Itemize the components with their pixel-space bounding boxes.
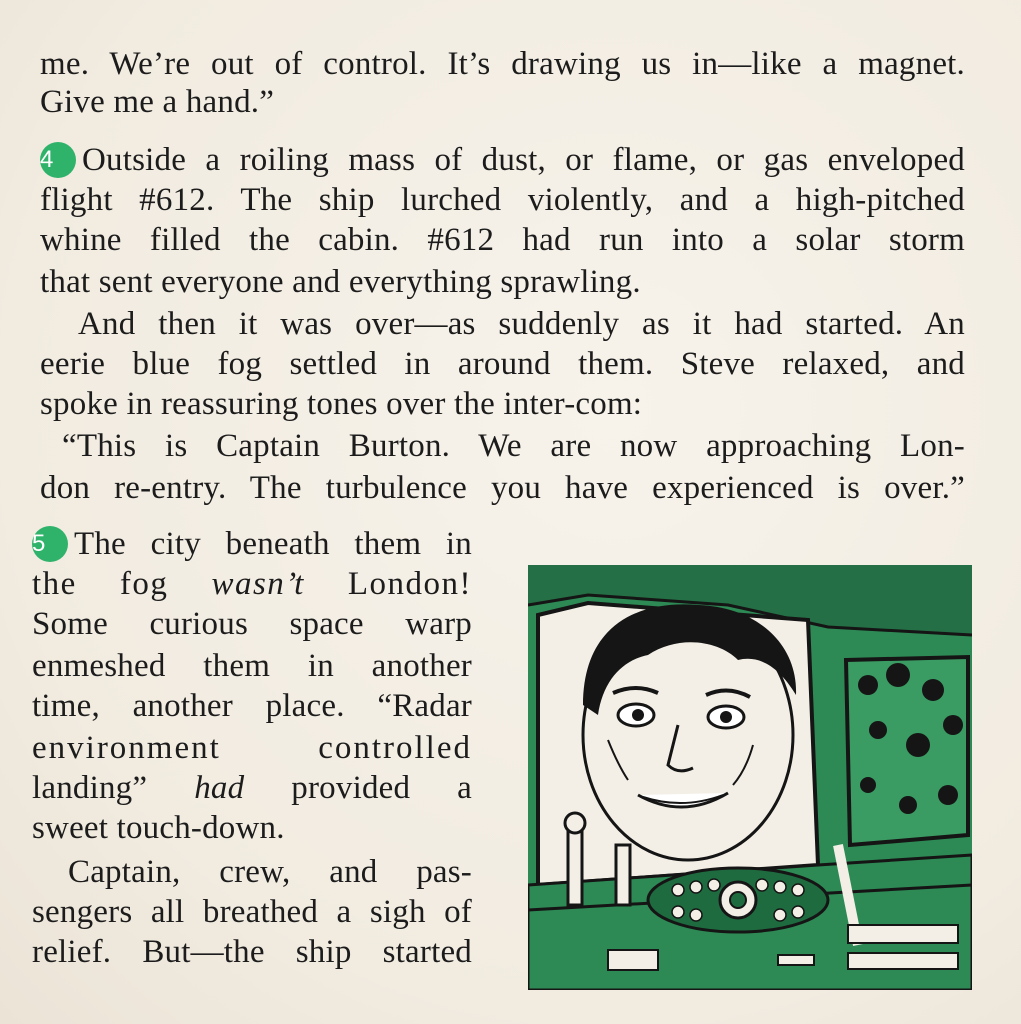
text-span: The city beneath them in: [74, 526, 472, 562]
text-span: provided a: [291, 770, 472, 806]
text-span: landing”: [32, 770, 148, 806]
text-line: “This is Captain Burton. We are now approaching Lon-: [62, 428, 965, 464]
text-line: Some curious space warp: [32, 606, 472, 642]
text-line: whine filled the cabin. #612 had run into a solar storm: [40, 222, 965, 258]
text-line: sengers all breathed a sigh of: [32, 894, 472, 930]
text-line: [32, 768, 472, 808]
text-line: relief. But—the ship started: [32, 934, 472, 970]
panel-slot: [848, 925, 958, 943]
control-lever: [616, 845, 630, 905]
text-line: sweet touch-down.: [32, 810, 285, 846]
text-line: Captain, crew, and pas-: [68, 854, 472, 890]
text-span: London!: [347, 566, 473, 602]
text-line: time, another place. “Radar: [32, 688, 472, 724]
text-line: don re-entry. The turbulence you have experienced is over.”: [40, 470, 965, 506]
panel-slot: [848, 953, 958, 969]
pilot-face: [583, 604, 796, 860]
text-line: eerie blue fog settled in around them. Steve relaxed, and: [40, 346, 965, 382]
text-line: me. We’re out of control. It’s drawing us in—like a magnet.: [40, 46, 965, 82]
text-line: environment controlled: [32, 730, 472, 766]
text-line: that sent everyone and everything sprawling.: [40, 264, 641, 300]
emphasis-text: had: [194, 770, 245, 806]
control-lever: [568, 825, 582, 905]
panel-switch: [608, 950, 658, 970]
text-line: spoke in reassuring tones over the inter-com:: [40, 386, 643, 422]
text-line: [32, 564, 472, 604]
section-number-badge: 5: [32, 526, 68, 562]
text-line: Give me a hand.”: [40, 84, 275, 120]
text-span: the fog: [32, 566, 169, 602]
cockpit-illustration: [528, 565, 972, 990]
text-line: enmeshed them in another: [32, 648, 472, 684]
panel-switch: [778, 955, 814, 965]
section-number-badge: 4: [40, 142, 76, 178]
lever-knob: [565, 813, 585, 833]
emphasis-text: wasn’t: [211, 566, 305, 602]
text-line: flight #612. The ship lurched violently, and a high-pitched: [40, 182, 965, 218]
text-line: [32, 524, 472, 564]
text-line: And then it was over—as suddenly as it had started. An: [78, 306, 965, 342]
text-line: [40, 140, 965, 180]
text-span: Outside a roiling mass of dust, or flame, or gas enveloped: [82, 142, 965, 178]
